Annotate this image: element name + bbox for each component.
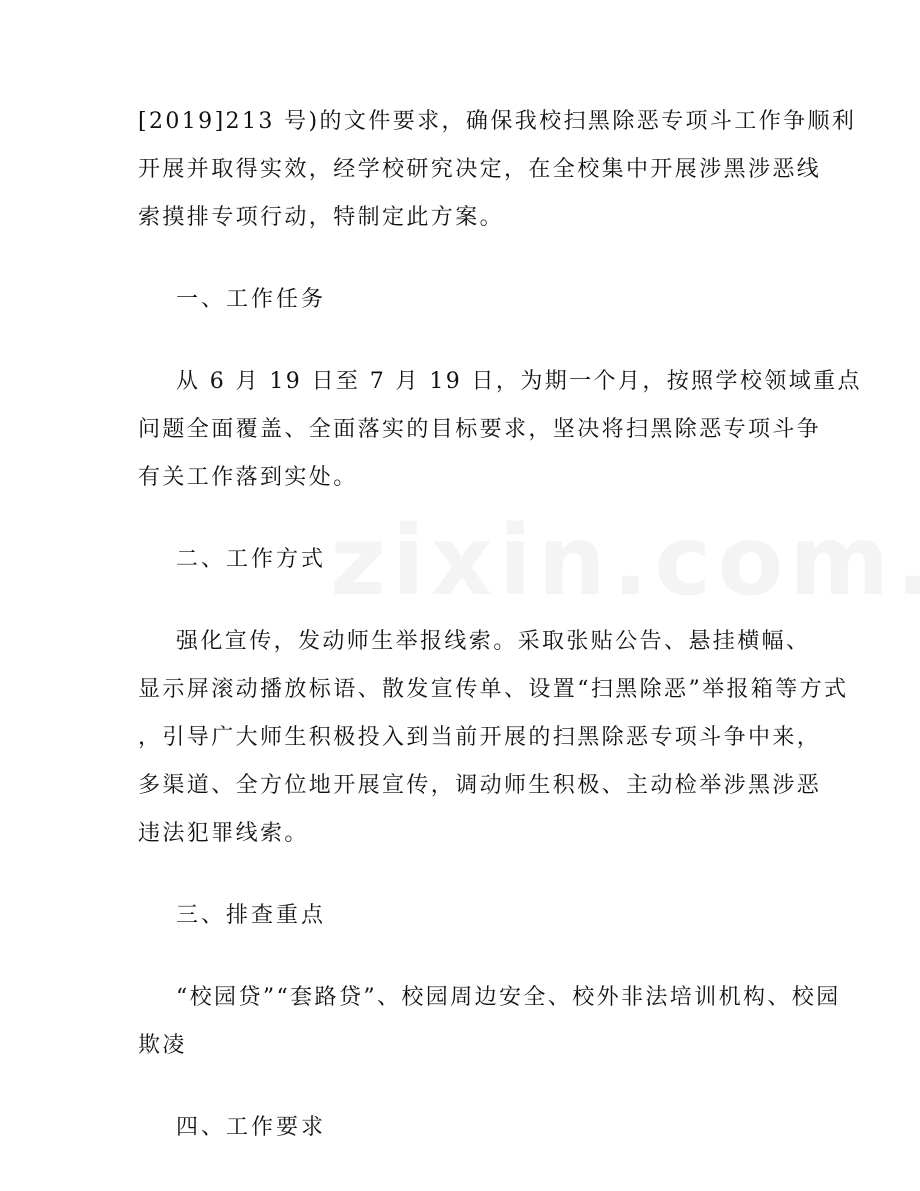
work-methods-paragraph	[138, 618, 849, 858]
paragraph-line: 从 6 月 19 日至 7 月 19 日，为期一个月，按照学校领域重点	[176, 369, 862, 394]
paragraph-line: 有关工作落到实处。	[138, 465, 358, 490]
intro-paragraph	[138, 98, 857, 242]
paragraph-line: 问题全面覆盖、全面落实的目标要求，坚决将扫黑除恶专项斗争	[138, 417, 822, 442]
paragraph-line: 显示屏滚动播放标语、散发宣传单、设置“扫黑除恶”举报箱等方式	[138, 677, 849, 702]
section-heading-key-checks: 三、排查重点	[176, 903, 327, 928]
paragraph-line: 欺凌	[138, 1033, 187, 1058]
paragraph-line: “校园贷”“套路贷”、校园周边安全、校外非法培训机构、校园	[176, 985, 841, 1010]
document-body	[138, 98, 862, 1152]
paragraph-line: ，引导广大师生积极投入到当前开展的扫黑除恶专项斗争中来，	[138, 725, 822, 750]
paragraph-line: 多渠道、全方位地开展宣传，调动师生积极、主动检举涉黑涉恶	[138, 773, 822, 798]
section-heading-work-tasks: 一、工作任务	[176, 287, 327, 312]
paragraph-line: 强化宣传，发动师生举报线索。采取张贴公告、悬挂横幅、	[176, 629, 811, 654]
section-heading-work-requirements: 四、工作要求	[176, 1115, 327, 1140]
paragraph-line: 违法犯罪线索。	[138, 821, 309, 846]
section-heading-work-methods: 二、工作方式	[176, 547, 327, 572]
paragraph-line: 开展并取得实效，经学校研究决定，在全校集中开展涉黑涉恶线	[138, 157, 822, 182]
key-checks-paragraph	[138, 974, 841, 1070]
work-tasks-paragraph	[138, 358, 862, 502]
paragraph-line: 索摸排专项行动，特制定此方案。	[138, 205, 505, 230]
paragraph-line: [2019]213 号)的文件要求，确保我校扫黑除恶专项斗工作争顺利	[138, 109, 857, 134]
